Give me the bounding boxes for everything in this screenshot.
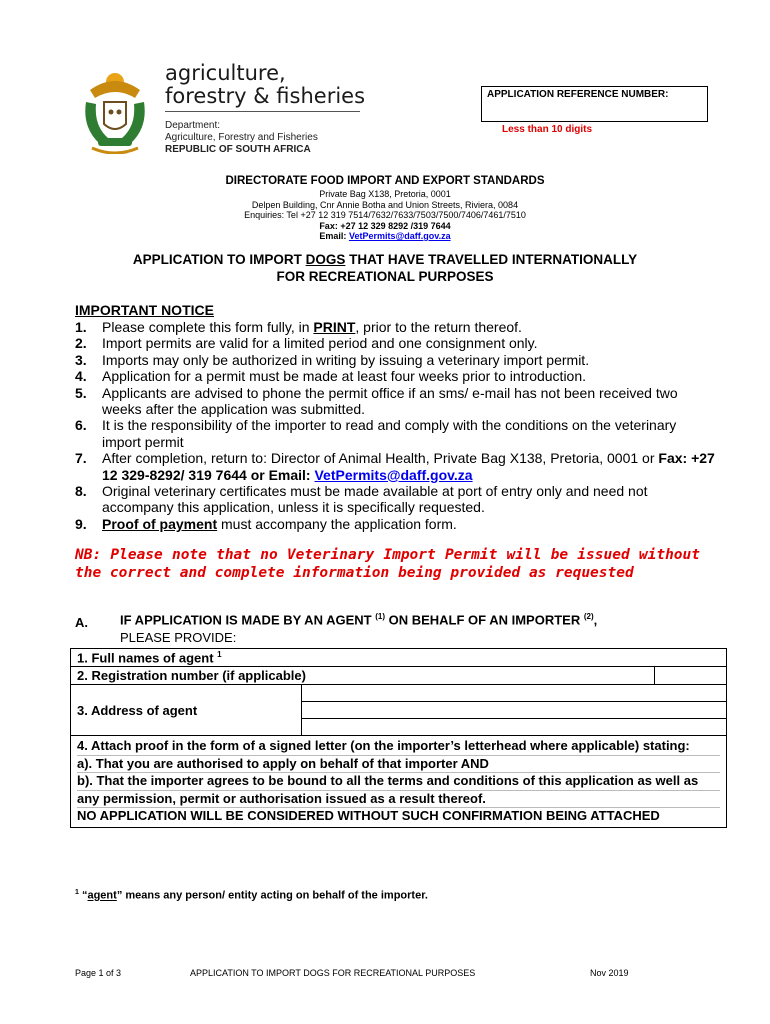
- title-line2: FOR RECREATIONAL PURPOSES: [276, 269, 494, 284]
- department-sub-line1: Department:: [165, 120, 221, 131]
- notice-num: 5.: [75, 384, 87, 401]
- section-a-subheading: PLEASE PROVIDE:: [120, 630, 237, 645]
- notice-text: After completion, return to: Director of Animal Health, Private Bag X138, Pretoria, 0001 or: [102, 450, 659, 467]
- notice-item: [75, 352, 715, 368]
- notice-text: Original veterinary certificates must be made available at port of entry only and need not accompany this application, unless it is specifically requested.: [102, 483, 648, 516]
- proof-line: a). That you are authorised to apply on behalf of that importer AND: [77, 755, 720, 773]
- section-a-text: ON BEHALF OF AN IMPORTER: [384, 612, 584, 628]
- address-label: 3. Address of agent: [77, 702, 198, 718]
- directorate-address-1: Private Bag X138, Pretoria, 0001: [319, 189, 451, 199]
- notice-num: 2.: [75, 335, 87, 352]
- notice-item: [75, 483, 715, 516]
- agent-name-sup: 1: [217, 650, 222, 659]
- footer-title: APPLICATION TO IMPORT DOGS FOR RECREATIONAL PURPOSES: [190, 968, 476, 978]
- title-part2: THAT HAVE TRAVELLED INTERNATIONALLY: [345, 252, 638, 267]
- footnote-sup: 1: [75, 889, 79, 896]
- footnote: [75, 889, 428, 902]
- notice-item: [75, 516, 715, 532]
- section-a-sup: (2): [583, 612, 594, 621]
- notice-text: Application for a permit must be made at least four weeks prior to introduction.: [102, 368, 587, 385]
- section-a-text: IF APPLICATION IS MADE BY AN AGENT: [120, 612, 376, 628]
- agent-name-row[interactable]: [71, 649, 727, 667]
- section-a-text: ,: [593, 612, 598, 628]
- notice-text: It is the responsibility of the importer to read and comply with the conditions on the veterinary import permit: [102, 417, 677, 450]
- department-title-line2: forestry & fisheries: [165, 84, 366, 108]
- reference-number-hint: Less than 10 digits: [502, 124, 593, 135]
- notice-item: [75, 335, 715, 351]
- directorate-enquiries: Enquiries: Tel +27 12 319 7514/7632/7633/7503/7500/7406/7461/7510: [244, 210, 526, 220]
- proof-line: 4. Attach proof in the form of a signed letter (on the importer’s letterhead where applicable) stating:: [77, 738, 690, 754]
- coat-of-arms-logo: [80, 68, 150, 154]
- section-a-letter: A.: [75, 615, 88, 630]
- notice-email-link[interactable]: VetPermits@daff.gov.za: [314, 466, 473, 483]
- section-a-heading: [120, 612, 597, 627]
- section-a-sup: (1): [375, 612, 385, 621]
- notice-num: 7.: [75, 450, 87, 467]
- email-label: Email:: [319, 231, 349, 241]
- notice-heading: IMPORTANT NOTICE: [75, 302, 214, 318]
- title-part1: APPLICATION TO IMPORT: [132, 252, 306, 267]
- registration-label: 2. Registration number (if applicable): [77, 668, 306, 684]
- notice-contact: Fax: +27 12 329-8292/ 319 7644 or Email:: [102, 450, 715, 483]
- notice-text: Imports may only be authorized in writing by issuing a veterinary import permit.: [102, 351, 590, 368]
- address-input[interactable]: [302, 685, 727, 736]
- department-divider: [165, 111, 360, 112]
- registration-input[interactable]: [655, 667, 727, 685]
- department-title-line1: agriculture,: [165, 61, 286, 85]
- footer-page-number: Page 1 of 3: [75, 968, 122, 978]
- notice-num: 4.: [75, 368, 87, 385]
- directorate-email: [0, 231, 770, 242]
- directorate-address-2: Delpen Building, Cnr Annie Botha and Union Streets, Riviera, 0084: [251, 200, 519, 210]
- footer-date: Nov 2019: [590, 968, 629, 978]
- proof-line: b). That the importer agrees to be bound to all the terms and conditions of this application as well as: [77, 772, 720, 790]
- department-sub-line3: REPUBLIC OF SOUTH AFRICA: [165, 144, 311, 155]
- notice-num: 1.: [75, 319, 87, 335]
- email-link[interactable]: VetPermits@daff.gov.za: [348, 231, 451, 241]
- proof-line: NO APPLICATION WILL BE CONSIDERED WITHOUT SUCH CONFIRMATION BEING ATTACHED: [77, 807, 720, 825]
- notice-text: Import permits are valid for a limited period and one consignment only.: [102, 335, 538, 352]
- notice-item: [75, 368, 715, 384]
- agent-details-table: [70, 648, 727, 828]
- reference-number-label: APPLICATION REFERENCE NUMBER:: [487, 89, 669, 100]
- address-label-cell: [71, 685, 302, 736]
- page-title: [0, 251, 770, 285]
- notice-item: [75, 417, 715, 450]
- notice-item: [75, 385, 715, 418]
- footnote-quote: “: [78, 889, 88, 902]
- directorate-title: DIRECTORATE FOOD IMPORT AND EXPORT STANDARDS: [225, 175, 545, 187]
- department-sub-line2: Agriculture, Forestry and Fisheries: [165, 132, 318, 143]
- notice-num: 6.: [75, 417, 87, 434]
- nb-warning: NB: Please note that no Veterinary Import Permit will be issued without the correct and complete information being provided as requested: [75, 547, 700, 581]
- footnote-text: ” means any person/ entity acting on behalf of the importer.: [116, 889, 428, 902]
- notice-num: 8.: [75, 483, 87, 500]
- title-dogs: DOGS: [305, 252, 346, 267]
- footnote-term: agent: [87, 889, 117, 902]
- notice-emphasis: Proof of payment: [102, 515, 218, 532]
- notice-num: 3.: [75, 351, 87, 368]
- notice-text: Please complete this form fully, in: [102, 319, 314, 335]
- registration-label-cell: [71, 667, 655, 685]
- proof-requirements-cell: [71, 736, 727, 828]
- notice-emphasis: PRINT: [313, 319, 356, 335]
- directorate-fax: Fax: +27 12 329 8292 /319 7644: [319, 221, 451, 231]
- notice-item: [75, 319, 715, 335]
- notice-text: Applicants are advised to phone the permit office if an sms/ e-mail has not been received two weeks after the application was submitted.: [102, 384, 678, 418]
- notice-num: 9.: [75, 515, 87, 532]
- department-subtitle: [165, 120, 318, 156]
- notice-text: , prior to the return thereof.: [355, 319, 522, 335]
- notice-text: must accompany the application form.: [217, 515, 457, 532]
- notice-item: [75, 450, 715, 483]
- agent-name-label: 1. Full names of agent: [77, 650, 218, 666]
- department-title: [165, 62, 365, 108]
- notice-list: [75, 319, 715, 532]
- proof-line: any permission, permit or authorisation issued as a result thereof.: [77, 790, 720, 808]
